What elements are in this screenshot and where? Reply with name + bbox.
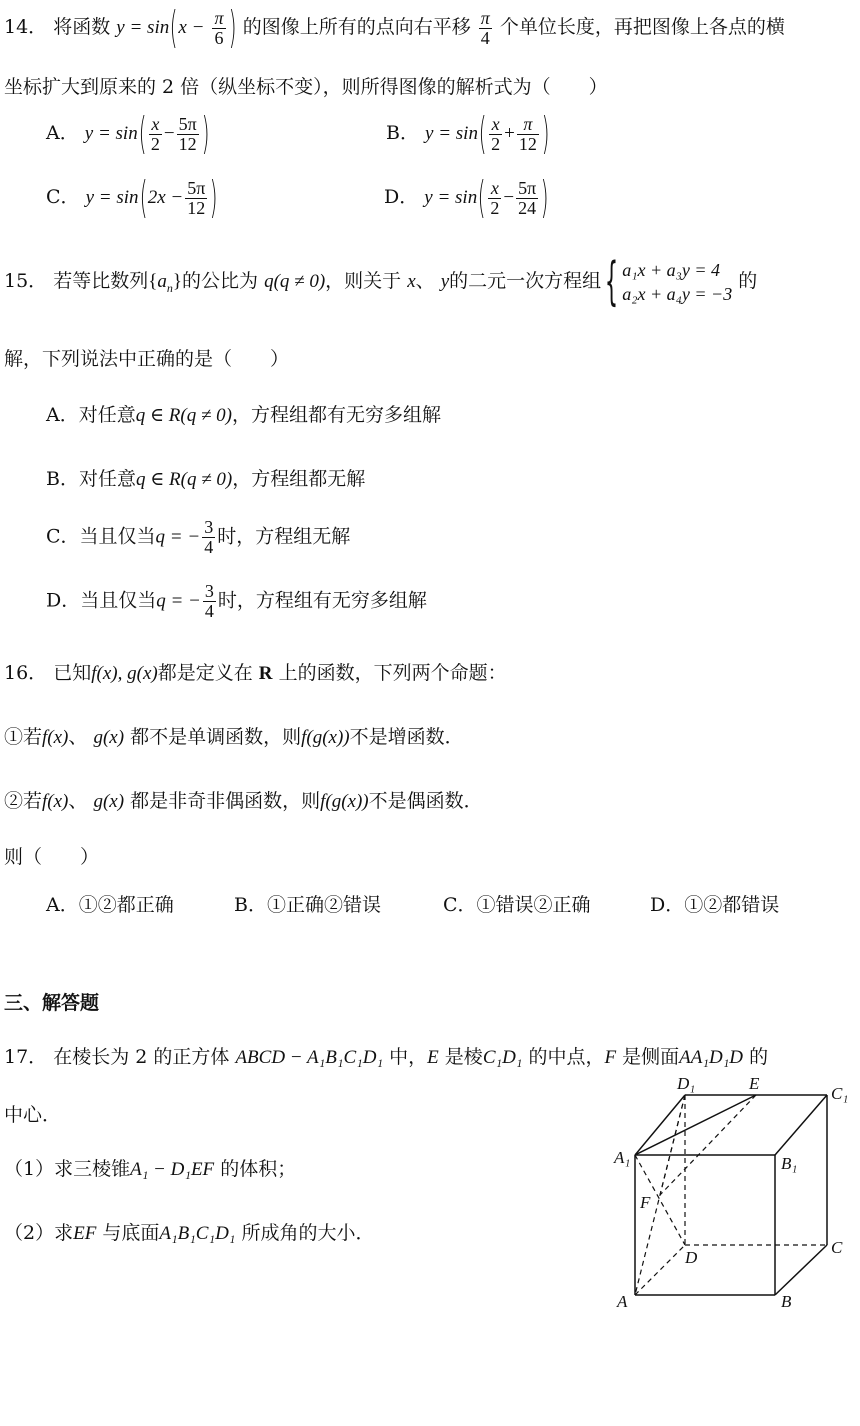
equation-system	[622, 258, 732, 307]
paren-right: )	[540, 172, 549, 223]
q15-option-c	[46, 518, 350, 557]
brace-right: }	[172, 271, 182, 292]
frac-num: 5π	[187, 177, 206, 198]
q14-text-1: 将函数	[53, 16, 111, 38]
prop-tail: 不是增函数．	[349, 726, 464, 748]
frac-den: 24	[518, 197, 537, 218]
prop-tail: 不是偶函数．	[368, 790, 483, 812]
q16-number: 16．	[4, 662, 48, 684]
q16-text-3: 上的函数，下列两个命题：	[278, 662, 507, 684]
frac-den: 4	[204, 600, 214, 621]
q14-option-b	[386, 108, 550, 159]
q16-option-a: A．①②都正确	[46, 894, 174, 916]
option-label: C．当且仅当	[46, 525, 156, 548]
label-a: A	[617, 1292, 628, 1311]
q15-ratio: q(q ≠ 0)	[264, 271, 326, 292]
option-math: q ∈ R(q ≠ 0)	[135, 405, 232, 426]
paren-right: )	[541, 108, 550, 159]
option-label: A．对任意	[46, 404, 136, 426]
q16-then: 则（ ）	[4, 846, 100, 868]
q17-line1	[4, 1042, 768, 1069]
paren-left: (	[478, 108, 487, 159]
cube-diagram	[605, 1075, 860, 1315]
prop-lead: ①若	[4, 726, 43, 748]
separator: 、	[68, 726, 88, 748]
option-label: A．	[46, 122, 79, 144]
option-math: q = −	[156, 590, 201, 612]
option-label: B．对任意	[46, 468, 136, 490]
paren-left: (	[169, 2, 178, 53]
sub-math-2: A₁B₁C₁D₁	[159, 1223, 236, 1244]
sequence-term: a	[157, 271, 167, 292]
frac	[517, 115, 539, 154]
cube-name: ABCD − A₁B₁C₁D₁	[235, 1047, 384, 1068]
label-a1: A₁	[614, 1148, 631, 1167]
q16-proposition-2	[4, 786, 483, 813]
face-name: AA₁D₁D	[679, 1047, 744, 1068]
q14-option-d	[384, 172, 549, 223]
edge-bc	[775, 1245, 827, 1295]
frac-num: x	[489, 115, 502, 135]
paren-left: (	[139, 172, 147, 223]
q17-text-3: 是棱	[444, 1046, 483, 1068]
prop-composite: f(g(x))	[320, 791, 369, 812]
frac-den: 2	[491, 133, 501, 154]
prop-f: f(x)	[42, 727, 69, 748]
frac-num: x	[149, 115, 162, 135]
q15-text-2: 的公比为	[182, 270, 259, 292]
label-b: B	[781, 1292, 792, 1311]
frac-num: 3	[204, 517, 214, 537]
point-e: E	[427, 1047, 439, 1068]
option-math: q = −	[155, 526, 201, 548]
prop-g: g(x)	[93, 791, 125, 812]
label-d1: D₁	[677, 1075, 696, 1093]
q15-text-4: 的二元一次方程组	[449, 270, 602, 292]
q15-option-d	[46, 582, 427, 621]
q16-functions: f(x), g(x)	[91, 663, 158, 684]
var-x: x	[407, 271, 416, 292]
prop-f: f(x)	[42, 791, 69, 812]
q16-line1	[4, 658, 507, 685]
frac-den: 12	[518, 133, 537, 154]
edge-b1c1	[775, 1095, 827, 1155]
system-brace: {	[605, 252, 619, 312]
label-d: D	[685, 1248, 698, 1267]
q15-text-3: ，则关于	[325, 270, 402, 292]
frac-den: 12	[187, 197, 206, 218]
option-text: ，方程组都有无穷多组解	[232, 404, 442, 426]
sub-math: A₁ − D₁EF	[130, 1159, 215, 1180]
q14-arg: x −	[178, 17, 205, 38]
frac	[149, 115, 162, 154]
q15-number: 15．	[4, 270, 48, 292]
q14-number: 14．	[4, 16, 48, 38]
frac	[202, 518, 215, 557]
q14-line2: 坐标扩大到原来的 2 倍（纵坐标不变），则所得图像的解析式为（ ）	[4, 76, 608, 98]
label-e: E	[749, 1075, 760, 1093]
equation-1: a₁x + a₃y = 4	[622, 259, 721, 280]
frac	[177, 115, 199, 154]
q14-frac-pi6	[212, 9, 225, 48]
operator: +	[504, 123, 515, 144]
option-lead: 2x −	[147, 187, 184, 208]
option-fn: y = sin	[425, 123, 478, 144]
var-y: y	[440, 271, 450, 292]
label-c1: C₁	[831, 1084, 849, 1103]
sequence-sub: n	[166, 280, 173, 295]
point-f: F	[604, 1047, 617, 1068]
frac-num: π	[214, 7, 224, 28]
prop-text: 都是非奇非偶函数，则	[130, 790, 321, 812]
frac-den: 4	[204, 536, 214, 557]
frac-den: 4	[480, 27, 490, 48]
q16-option-d: D．①②都错误	[650, 894, 780, 916]
paren-left: (	[138, 108, 147, 159]
q17-text-2: 中，	[389, 1046, 428, 1068]
paren-right: )	[210, 172, 218, 223]
frac	[489, 115, 502, 154]
q15-line2: 解，下列说法中正确的是（ ）	[4, 348, 290, 370]
sub-tail: 所成角的大小．	[241, 1222, 375, 1244]
frac-num: x	[488, 179, 501, 199]
option-math: q ∈ R(q ≠ 0)	[135, 469, 233, 490]
q17-line2: 中心．	[4, 1104, 62, 1126]
frac-den: 2	[490, 197, 500, 218]
sub-text: 与底面	[102, 1222, 160, 1244]
option-fn: y = sin	[85, 187, 139, 208]
edge-name: C₁D₁	[482, 1047, 523, 1068]
prop-composite: f(g(x))	[301, 727, 350, 748]
q15-text-5: 的	[738, 270, 758, 292]
option-text: ，方程组都无解	[232, 468, 366, 490]
option-fn: y = sin	[424, 187, 478, 208]
q17-text-6: 的	[749, 1046, 769, 1068]
option-label: D．	[384, 186, 419, 208]
q15-option-b	[46, 464, 365, 491]
frac-den: 12	[178, 133, 197, 154]
frac-num: 5π	[178, 113, 197, 134]
q14-text-2: 的图像上所有的点向右平移	[242, 16, 471, 38]
operator: −	[503, 187, 515, 208]
separator: 、	[415, 270, 435, 292]
q14-line1	[4, 2, 785, 53]
segment-ef-hidden	[660, 1095, 756, 1195]
q17-text-5: 是侧面	[622, 1046, 680, 1068]
operator: −	[163, 123, 175, 144]
label-f: F	[640, 1193, 651, 1212]
frac-num: 3	[204, 581, 214, 601]
prop-g: g(x)	[93, 727, 125, 748]
option-label: C．	[46, 186, 80, 208]
q16-option-b: B．①正确②错误	[234, 894, 381, 916]
separator: 、	[68, 790, 88, 812]
frac	[203, 582, 216, 621]
frac	[488, 179, 501, 218]
q14-option-c	[46, 172, 218, 223]
option-fn: y = sin	[84, 123, 138, 144]
real-set: R	[258, 663, 273, 684]
paren-right: )	[228, 2, 236, 53]
prop-lead: ②若	[4, 790, 43, 812]
q14-fn: y = sin	[116, 17, 170, 38]
q17-number: 17．	[4, 1046, 48, 1068]
q15-text-1: 若等比数列	[53, 270, 149, 292]
q15-option-a	[46, 400, 441, 427]
frac-num: π	[480, 7, 490, 28]
prop-text: 都不是单调函数，则	[130, 726, 302, 748]
option-label: B．	[386, 122, 419, 144]
sub-tail: 的体积；	[220, 1158, 297, 1180]
q17-text-4: 的中点，	[528, 1046, 605, 1068]
brace-left: {	[148, 271, 158, 292]
sub-math: EF	[73, 1223, 97, 1244]
q15-line1	[4, 252, 758, 312]
sub-lead: （1）求三棱锥	[4, 1158, 131, 1180]
paren-left: (	[477, 172, 486, 223]
frac-num: 5π	[518, 177, 537, 198]
frac-num: π	[517, 115, 539, 135]
paren-right: )	[201, 108, 210, 159]
q14-text-3: 个单位长度，再把图像上各点的横	[499, 16, 785, 38]
q17-subquestion-2	[4, 1218, 374, 1245]
q16-text-2: 都是定义在	[157, 662, 253, 684]
frac	[516, 179, 538, 218]
q16-option-c: C．①错误②正确	[443, 894, 591, 916]
label-b1: B₁	[781, 1154, 798, 1173]
q17-subquestion-1	[4, 1154, 296, 1181]
q16-proposition-1	[4, 722, 464, 749]
q16-text-1: 已知	[53, 662, 92, 684]
segment-a1e	[635, 1095, 756, 1155]
frac-den: 6	[214, 27, 224, 48]
q17-text-1: 在棱长为 2 的正方体	[53, 1046, 230, 1068]
option-text: 时，方程组无解	[217, 525, 351, 548]
frac-den: 2	[150, 133, 160, 154]
section-heading: 三、解答题	[4, 992, 100, 1014]
sub-lead: （2）求	[4, 1222, 74, 1244]
option-label: D．当且仅当	[46, 589, 157, 612]
q14-option-a	[46, 108, 210, 159]
edge-ad-hidden	[635, 1245, 685, 1295]
q14-frac-pi4	[479, 9, 492, 48]
label-c: C	[831, 1238, 843, 1257]
option-text: 时，方程组有无穷多组解	[217, 589, 427, 612]
frac	[185, 179, 207, 218]
equation-2: a₂x + a₄y = −3	[622, 284, 733, 304]
